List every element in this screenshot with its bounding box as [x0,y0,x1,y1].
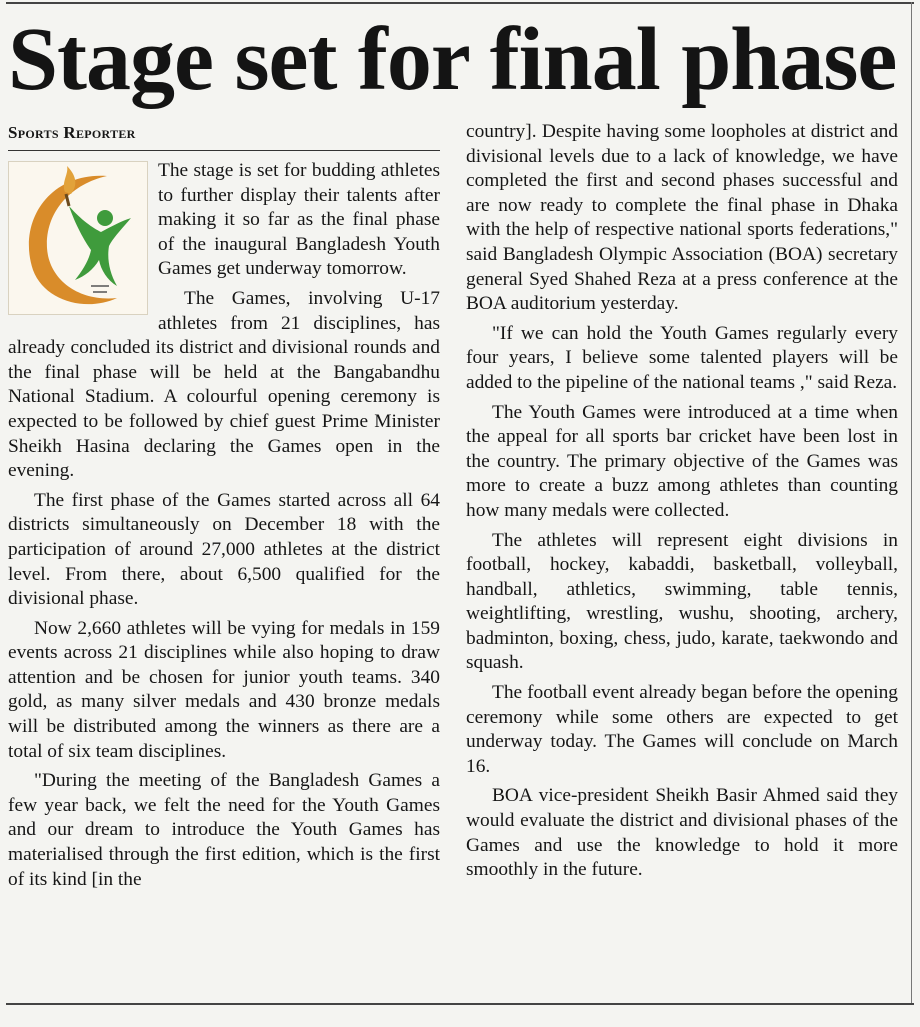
top-rule [6,2,914,4]
article-paragraph: The first phase of the Games started across all 64 districts simultaneously on December 18 with the participation of around 27,000 athletes at the district level. From there, about 6,500 qualified for the divisional phase. [8,489,440,610]
headline: Stage set for final phase [8,10,897,109]
right-rule [911,2,912,1003]
youth-games-logo-icon [8,161,148,315]
article-paragraph: The athletes will represent eight divisions in football, hockey, kabaddi, basketball, volleyball, handball, athletics, swimming, table tennis, weightlifting, wrestling, wushu, shooting, archery, badminton, boxing, chess, judo, karate, taekwondo and squash. [466,529,898,674]
article-paragraph: The football event already began before the opening ceremony while some others are expected to get underway today. The Games will conclude on March 16. [466,682,898,777]
right-column [466,120,898,883]
article-paragraph: "If we can hold the Youth Games regularly every four years, I believe some talented players will be added to the pipeline of the national teams ," said Reza. [466,322,898,393]
byline: Sports Reporter [8,123,136,142]
byline-rule [8,150,440,151]
article-paragraph: The Youth Games were introduced at a time when the appeal for all sports bar cricket have been lost in the country. The primary objective of the Games was more to create a buzz among athletes than counting how many medals were collected. [466,401,898,521]
left-column [8,118,440,892]
article-paragraph: Now 2,660 athletes will be vying for medals in 159 events across 21 disciplines while also hoping to draw attention and be chosen for junior youth teams. 340 gold, as many silver medals and 430 bronze medals will be distributed among the winners as there are a total of six team disciplines. [8,617,440,762]
article-paragraph: BOA vice-president Sheikh Basir Ahmed said they would evaluate the district and divisional phases of the Games and use the knowledge to hold it more smoothly in the future. [466,785,898,881]
bottom-rule [6,1003,914,1005]
article-paragraph: The stage is set for budding athletes to further display their talents after making it so far as the final phase of the inaugural Bangladesh Youth Games get underway tomorrow. [158,160,440,280]
article-paragraph: The Games, involving U-17 athletes from 21 disciplines, has already concluded its district and divisional rounds and the final phase will be held at the Bangabandhu National Stadium. A colourful opening ceremony is expected to be followed by chief guest Prime Minister Sheikh Hasina declaring the Games open in the evening. [8,287,440,482]
article-paragraph: country]. Despite having some loopholes at district and divisional levels due to a lack of knowledge, we have completed the first and second phases successful and are now ready to complete the final phase in Dhaka with the help of respective national sports federations," said Bangladesh Olympic Association (BOA) secretary general Syed Shahed Reza at a press conference at the BOA auditorium yesterday. [466,121,898,315]
article-paragraph: "During the meeting of the Bangladesh Games a few year back, we felt the need for the Youth Games and our dream to introduce the Youth Games has materialised through the first edition, which is the first of its kind [in the [8,770,440,890]
